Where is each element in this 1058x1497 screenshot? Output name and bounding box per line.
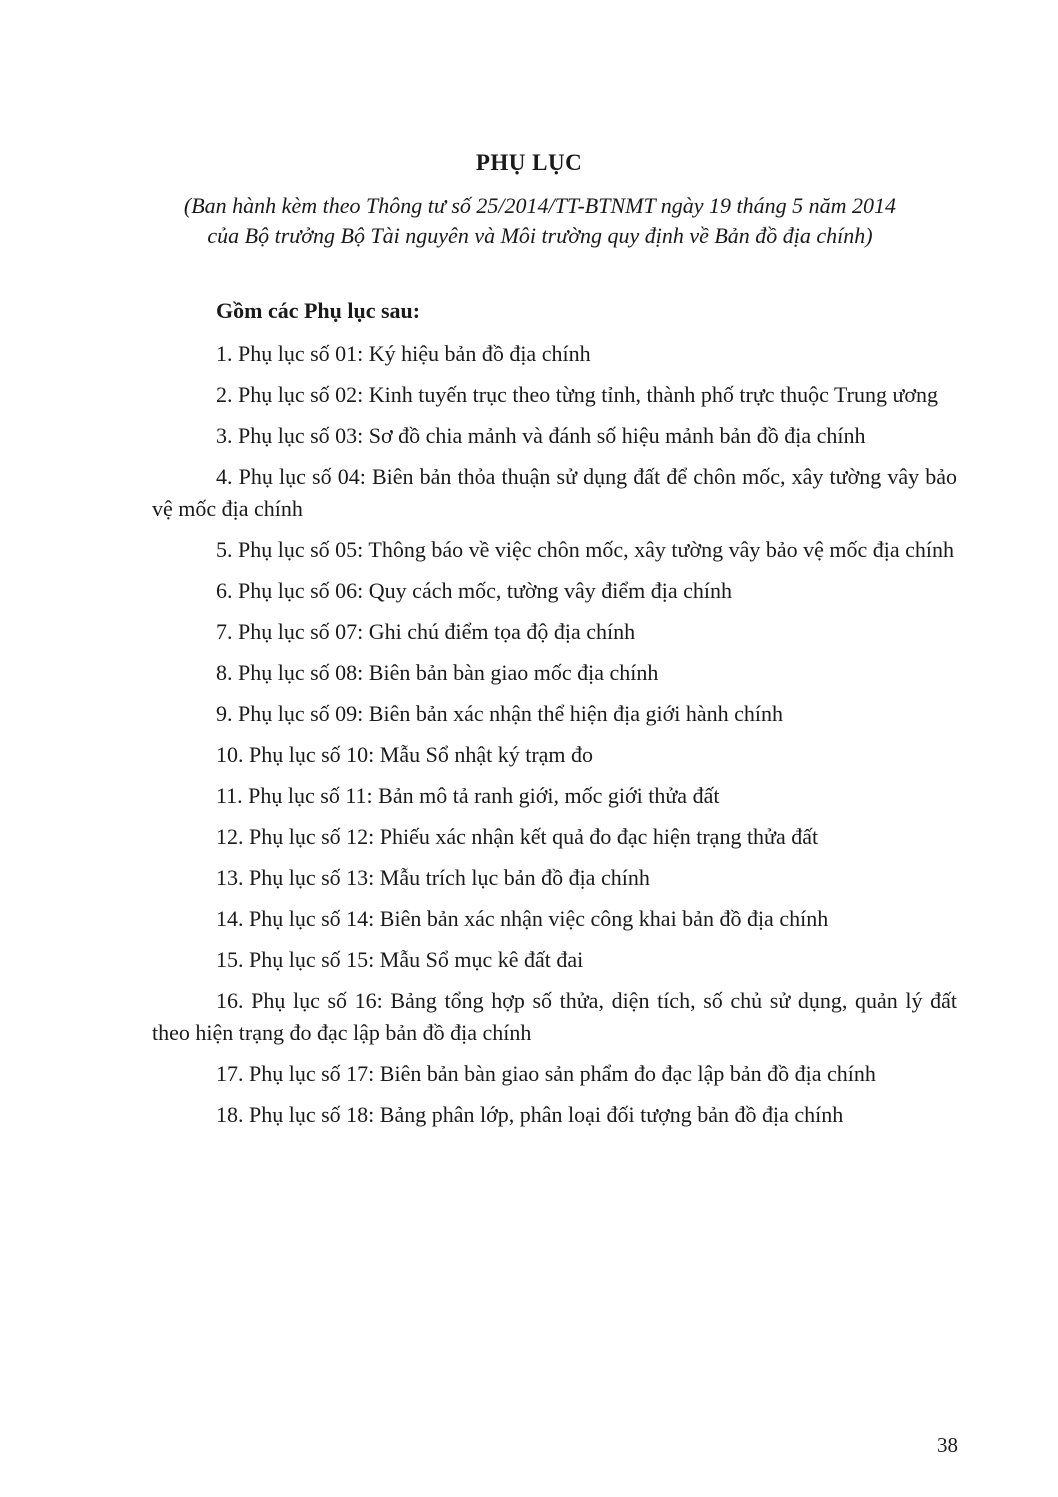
list-item: 7. Phụ lục số 07: Ghi chú điểm tọa độ địa chính: [216, 619, 636, 644]
list-item: 17. Phụ lục số 17: Biên bản bàn giao sản phẩm đo đạc lập bản đồ địa chính: [216, 1061, 876, 1086]
list-item: 14. Phụ lục số 14: Biên bản xác nhận việc công khai bản đồ địa chính: [216, 906, 829, 931]
list-item: 8. Phụ lục số 08: Biên bản bàn giao mốc địa chính: [216, 660, 659, 685]
list-heading: Gồm các Phụ lục sau:: [216, 298, 421, 323]
list-item: 3. Phụ lục số 03: Sơ đồ chia mảnh và đánh số hiệu mảnh bản đồ địa chính: [216, 423, 866, 448]
document-subtitle-line-1: (Ban hành kèm theo Thông tư số 25/2014/TT-BTNMT ngày 19 tháng 5 năm 2014: [183, 193, 897, 218]
list-item: 12. Phụ lục số 12: Phiếu xác nhận kết quả đo đạc hiện trạng thửa đất: [216, 824, 819, 849]
list-item: 10. Phụ lục số 10: Mẫu Sổ nhật ký trạm đo: [216, 742, 594, 767]
list-item: 5. Phụ lục số 05: Thông báo về việc chôn mốc, xây tường vây bảo vệ mốc địa chính: [216, 537, 954, 562]
document-subtitle-line-2: của Bộ trưởng Bộ Tài nguyên và Môi trường quy định về Bản đồ địa chính): [207, 223, 873, 248]
list-item: 9. Phụ lục số 09: Biên bản xác nhận thể hiện địa giới hành chính: [216, 701, 784, 726]
list-item: 11. Phụ lục số 11: Bản mô tả ranh giới, mốc giới thửa đất: [216, 783, 720, 808]
list-item: 2. Phụ lục số 02: Kinh tuyến trục theo từng tỉnh, thành phố trực thuộc Trung ương: [216, 382, 939, 407]
document-title: PHỤ LỤC: [475, 150, 583, 175]
list-item: 13. Phụ lục số 13: Mẫu trích lục bản đồ địa chính: [216, 865, 650, 890]
list-item: 4. Phụ lục số 04: Biên bản thỏa thuận sử dụng đất để chôn mốc, xây tường vây bảo vệ mốc địa chính: [152, 464, 957, 521]
list-item: 1. Phụ lục số 01: Ký hiệu bản đồ địa chính: [216, 341, 591, 366]
list-item: 6. Phụ lục số 06: Quy cách mốc, tường vây điểm địa chính: [216, 578, 733, 603]
list-item: 18. Phụ lục số 18: Bảng phân lớp, phân loại đối tượng bản đồ địa chính: [216, 1102, 844, 1127]
list-item: 16. Phụ lục số 16: Bảng tổng hợp số thửa, diện tích, số chủ sử dụng, quản lý đất theo hiện trạng đo đạc lập bản đồ địa chính: [152, 988, 957, 1045]
list-item: 15. Phụ lục số 15: Mẫu Sổ mục kê đất đai: [216, 947, 584, 972]
appendix-list: [152, 338, 957, 1140]
page-number: 38: [937, 1433, 958, 1457]
